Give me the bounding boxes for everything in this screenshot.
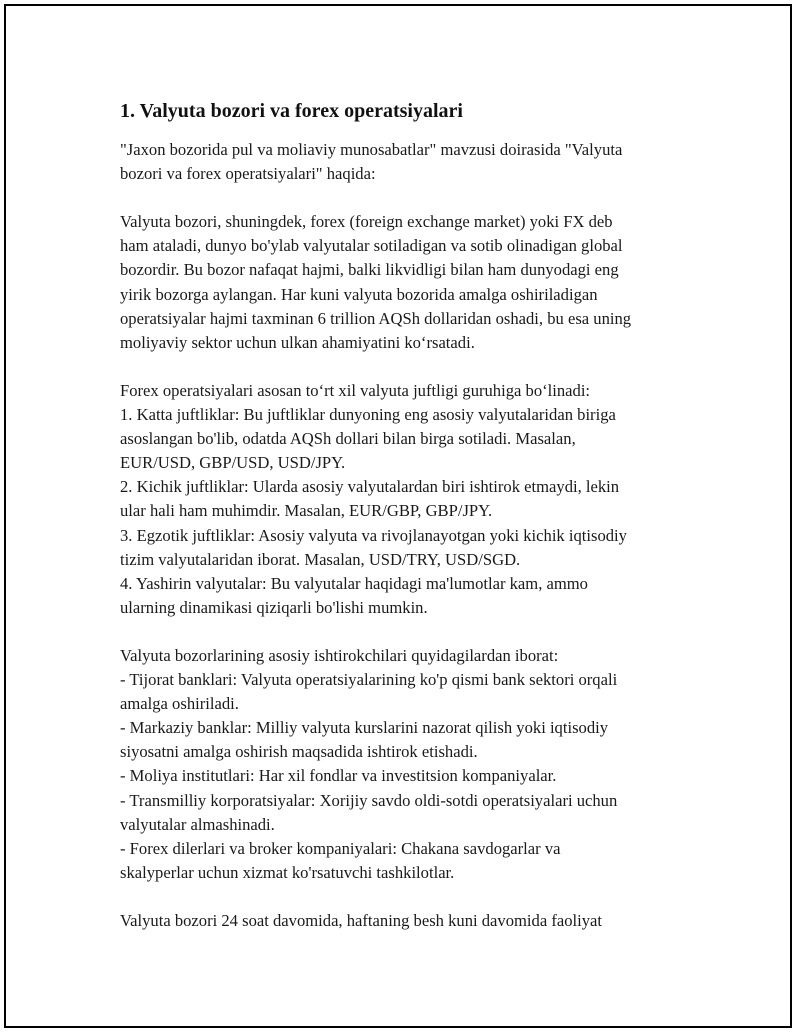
text-line: 4. Yashirin valyutalar: Bu valyutalar haqidagi ma'lumotlar kam, ammo (120, 573, 588, 593)
text-line: "Jaxon bozorida pul va moliaviy munosabatlar" mavzusi doirasida "Valyuta (120, 140, 623, 159)
text-line: asoslangan bo'lib, odatda AQSh dollari bilan birga sotiladi. Masalan, (120, 429, 576, 449)
text-line: yirik bozorga aylangan. Har kuni valyuta bozorida amalga oshiriladigan (120, 284, 598, 304)
text-line: bozordir. Bu bozor nafaqat hajmi, balki likvidligi bilan ham dunyodagi eng (120, 260, 619, 280)
text-line: - Tijorat banklari: Valyuta operatsiyalarining ko'p qismi bank sektori orqali (120, 670, 618, 690)
text-line: Valyuta bozorlarining asosiy ishtirokchilari quyidagilardan iborat: (120, 645, 559, 665)
document-page (4, 4, 792, 1028)
blank-line (120, 355, 700, 379)
text-line: 1. Katta juftliklar: Bu juftliklar dunyoning eng asosiy valyutalaridan biriga (120, 405, 616, 425)
text-line: ular hali ham muhimdir. Masalan, EUR/GBP, GBP/JPY. (120, 501, 493, 521)
text-line: - Moliya institutlari: Har xil fondlar va investitsion kompaniyalar. (120, 766, 557, 786)
text-line: Valyuta bozori, shuningdek, forex (foreign exchange market) yoki FX deb (120, 212, 613, 232)
text-line: ham ataladi, dunyo bo'ylab valyutalar sotiladigan va sotib olinadigan global (120, 236, 623, 256)
text-line: 2. Kichik juftliklar: Ularda asosiy valyutalardan biri ishtirok etmaydi, lekin (120, 477, 620, 497)
blank-line (120, 885, 700, 909)
document-body (120, 98, 700, 933)
document-text (120, 138, 700, 933)
document-title: 1. Valyuta bozori va forex operatsiyalari (120, 100, 463, 122)
text-line: - Markaziy banklar: Milliy valyuta kurslarini nazorat qilish yoki iqtisodiy (120, 718, 609, 738)
text-line: Valyuta bozori 24 soat davomida, haftaning besh kuni davomida faoliyat (120, 911, 603, 930)
text-line: tizim valyutalaridan iborat. Masalan, USD/TRY, USD/SGD. (120, 549, 521, 569)
text-line: - Transmilliy korporatsiyalar: Xorijiy savdo oldi-sotdi operatsiyalari uchun (120, 790, 618, 810)
text-line: Forex operatsiyalari asosan toʻrt xil valyuta juftligi guruhiga boʻlinadi: (120, 380, 591, 400)
text-line: 3. Egzotik juftliklar: Asosiy valyuta va rivojlanayotgan yoki kichik iqtisodiy (120, 525, 627, 545)
text-line: EUR/USD, GBP/USD, USD/JPY. (120, 453, 346, 473)
text-line: operatsiyalar hajmi taxminan 6 trillion AQSh dollaridan oshadi, bu esa uning (120, 308, 632, 328)
text-line: ularning dinamikasi qiziqarli bo'lishi mumkin. (120, 597, 428, 617)
text-line: valyutalar almashinadi. (120, 814, 275, 834)
text-line: amalga oshiriladi. (120, 694, 239, 714)
blank-line (120, 186, 700, 210)
text-line: siyosatni amalga oshirish maqsadida ishtirok etishadi. (120, 742, 478, 762)
text-line: - Forex dilerlari va broker kompaniyalari: Chakana savdogarlar va (120, 838, 561, 858)
text-line: bozori va forex operatsiyalari" haqida: (120, 164, 376, 184)
text-line: moliyaviy sektor uchun ulkan ahamiyatini koʻrsatadi. (120, 332, 475, 352)
blank-line (120, 620, 700, 644)
text-line: skalyperlar uchun xizmat ko'rsatuvchi tashkilotlar. (120, 862, 455, 882)
